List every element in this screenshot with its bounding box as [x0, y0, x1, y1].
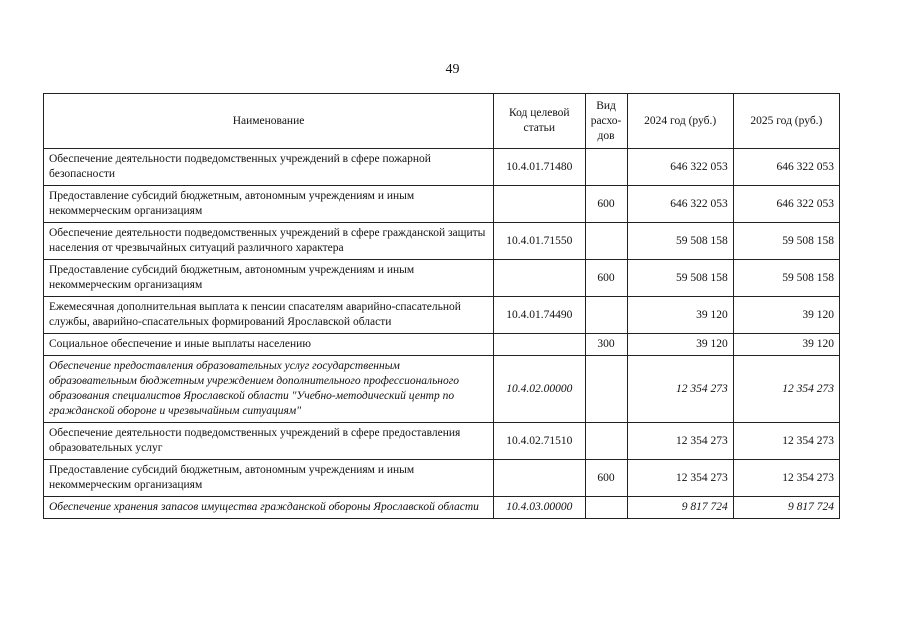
cell-2024-amount: 9 817 724 [627, 497, 733, 519]
table-row [44, 223, 840, 260]
table-row [44, 460, 840, 497]
page-number: 49 [445, 62, 460, 77]
cell-2024-amount: 12 354 273 [627, 356, 733, 423]
cell-name: Предоставление субсидий бюджетным, автономным учреждениям и иным некоммерческим организациям [44, 260, 494, 297]
cell-name: Обеспечение хранения запасов имущества гражданской обороны Ярославской области [44, 497, 494, 519]
cell-2025-amount: 12 354 273 [733, 423, 839, 460]
cell-2025-amount: 12 354 273 [733, 460, 839, 497]
cell-name: Обеспечение деятельности подведомственных учреждений в сфере пожарной безопасности [44, 149, 494, 186]
cell-2024-amount: 39 120 [627, 334, 733, 356]
cell-name: Предоставление субсидий бюджетным, автономным учреждениям и иным некоммерческим организациям [44, 186, 494, 223]
cell-2024-amount: 59 508 158 [627, 260, 733, 297]
table-row [44, 297, 840, 334]
table-row [44, 149, 840, 186]
header-year-2025: 2025 год (руб.) [733, 94, 839, 149]
header-year-2024: 2024 год (руб.) [627, 94, 733, 149]
cell-code: 10.4.01.71550 [494, 223, 585, 260]
cell-code [494, 186, 585, 223]
cell-2025-amount: 12 354 273 [733, 356, 839, 423]
cell-code [494, 260, 585, 297]
cell-2025-amount: 59 508 158 [733, 223, 839, 260]
header-code: Код целевой статьи [494, 94, 585, 149]
cell-2025-amount: 59 508 158 [733, 260, 839, 297]
cell-expense-type [585, 149, 627, 186]
table-row [44, 334, 840, 356]
header-name: Наименование [44, 94, 494, 149]
cell-code [494, 460, 585, 497]
cell-2024-amount: 12 354 273 [627, 423, 733, 460]
cell-name: Обеспечение деятельности подведомственных учреждений в сфере гражданской защиты населения от чрезвычайных ситуаций различного характера [44, 223, 494, 260]
cell-2025-amount: 646 322 053 [733, 186, 839, 223]
cell-expense-type [585, 423, 627, 460]
cell-2024-amount: 59 508 158 [627, 223, 733, 260]
cell-expense-type [585, 223, 627, 260]
budget-table [43, 93, 840, 519]
cell-expense-type: 600 [585, 260, 627, 297]
cell-2024-amount: 646 322 053 [627, 149, 733, 186]
cell-name: Обеспечение предоставления образовательных услуг государственным образовательным бюджетным учреждением дополнительного профессионального образования специалистов Ярославской области "Учебно-методический центр по гражданской обороне и чрезвычайным ситуациям" [44, 356, 494, 423]
cell-expense-type [585, 297, 627, 334]
cell-expense-type [585, 356, 627, 423]
cell-code: 10.4.02.71510 [494, 423, 585, 460]
cell-name: Ежемесячная дополнительная выплата к пенсии спасателям аварийно-спасательной службы, аварийно-спасательных формирований Ярославской области [44, 297, 494, 334]
cell-code: 10.4.01.74490 [494, 297, 585, 334]
table-row [44, 260, 840, 297]
table-row [44, 186, 840, 223]
cell-2025-amount: 9 817 724 [733, 497, 839, 519]
cell-2024-amount: 646 322 053 [627, 186, 733, 223]
header-expense-type: Вид расхо-дов [585, 94, 627, 149]
cell-2024-amount: 12 354 273 [627, 460, 733, 497]
cell-name: Социальное обеспечение и иные выплаты населению [44, 334, 494, 356]
cell-name: Обеспечение деятельности подведомственных учреждений в сфере предоставления образовательных услуг [44, 423, 494, 460]
cell-code [494, 334, 585, 356]
table-body [44, 149, 840, 519]
cell-code: 10.4.01.71480 [494, 149, 585, 186]
cell-2025-amount: 646 322 053 [733, 149, 839, 186]
cell-name: Предоставление субсидий бюджетным, автономным учреждениям и иным некоммерческим организациям [44, 460, 494, 497]
table-row [44, 356, 840, 423]
cell-code: 10.4.02.00000 [494, 356, 585, 423]
table-row [44, 497, 840, 519]
cell-2024-amount: 39 120 [627, 297, 733, 334]
table-header-row [44, 94, 840, 149]
cell-expense-type: 300 [585, 334, 627, 356]
cell-code: 10.4.03.00000 [494, 497, 585, 519]
cell-expense-type [585, 497, 627, 519]
cell-expense-type: 600 [585, 460, 627, 497]
cell-2025-amount: 39 120 [733, 297, 839, 334]
cell-expense-type: 600 [585, 186, 627, 223]
cell-2025-amount: 39 120 [733, 334, 839, 356]
table-row [44, 423, 840, 460]
